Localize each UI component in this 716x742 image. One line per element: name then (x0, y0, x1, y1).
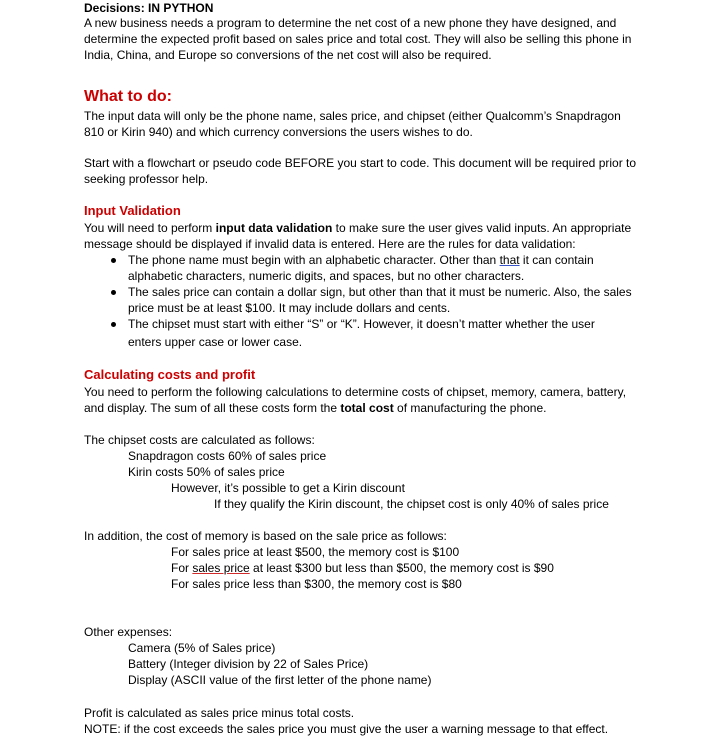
bullet-icon (111, 258, 116, 263)
what-to-do-line-2: 810 or Kirin 940) and which currency conversions the users wishes to do. (84, 125, 473, 139)
intro-line-3: India, China, and Europe so conversions of the net cost will also be required. (84, 48, 492, 62)
other-expenses-heading: Other expenses: (84, 625, 173, 639)
camera-cost: Camera (5% of Sales price) (128, 641, 276, 655)
rule-2-line-2: price must be at least $100. It may include dollars and cents. (128, 301, 451, 315)
battery-cost: Battery (Integer division by 22 of Sales Price) (128, 657, 369, 671)
note-line: NOTE: if the cost exceeds the sales price you must give the user a warning message to that effect. (84, 722, 609, 736)
kirin-discount: However, it’s possible to get a Kirin discount (171, 481, 405, 495)
memory-intro: In addition, the cost of memory is based on the sale price as follows: (84, 529, 447, 543)
kirin-discount-detail: If they qualify the Kirin discount, the chipset cost is only 40% of sales price (214, 497, 609, 511)
calculating-line-1: You need to perform the following calculations to determine costs of chipset, memory, camera, battery, (84, 385, 627, 399)
doc-title: Decisions: IN PYTHON (84, 1, 214, 15)
calculating-heading: Calculating costs and profit (84, 367, 256, 382)
snapdragon-cost: Snapdragon costs 60% of sales price (128, 449, 327, 463)
memory-500: For sales price at least $500, the memory cost is $100 (171, 545, 460, 559)
memory-300: For sales price at least $300 but less than $500, the memory cost is $90 (171, 561, 554, 575)
profit-line: Profit is calculated as sales price minus total costs. (84, 706, 355, 720)
calculating-line-2: and display. The sum of all these costs form the total cost of manufacturing the phone. (84, 401, 547, 415)
input-validation-heading: Input Validation (84, 203, 181, 218)
validation-intro-line-1: You will need to perform input data validation to make sure the user gives valid inputs. An appropriate (84, 221, 632, 235)
rule-1-line-1: The phone name must begin with an alphabetic character. Other than that it can contain (128, 253, 594, 267)
flowchart-line-2: seeking professor help. (84, 172, 209, 186)
rule-3-line-2: enters upper case or lower case. (128, 335, 303, 349)
rule-3-line-1: The chipset must start with either “S” or “K”. However, it doesn’t matter whether the user (128, 317, 595, 331)
memory-low: For sales price less than $300, the memory cost is $80 (171, 577, 462, 591)
flowchart-line-1: Start with a flowchart or pseudo code BEFORE you start to code. This document will be required prior to (84, 156, 637, 170)
bullet-icon (111, 322, 116, 327)
validation-intro-line-2: message should be displayed if invalid data is entered. Here are the rules for data validation: (84, 237, 576, 251)
what-to-do-heading: What to do: (84, 88, 172, 105)
intro-line-1: A new business needs a program to determine the net cost of a new phone they have designed, and (84, 16, 617, 30)
kirin-cost: Kirin costs 50% of sales price (128, 465, 285, 479)
intro-line-2: determine the expected profit based on sales price and total cost. They will also be selling this phone in (84, 32, 632, 46)
rule-1-line-2: alphabetic characters, numeric digits, and spaces, but no other characters. (128, 269, 525, 283)
what-to-do-line-1: The input data will only be the phone name, sales price, and chipset (either Qualcomm’s Snapdragon (84, 109, 621, 123)
rule-2-line-1: The sales price can contain a dollar sign, but other than that it must be numeric. Also, the sales (128, 285, 632, 299)
chipset-intro: The chipset costs are calculated as follows: (84, 433, 315, 447)
bullet-icon (111, 290, 116, 295)
display-cost: Display (ASCII value of the first letter of the phone name) (128, 673, 432, 687)
